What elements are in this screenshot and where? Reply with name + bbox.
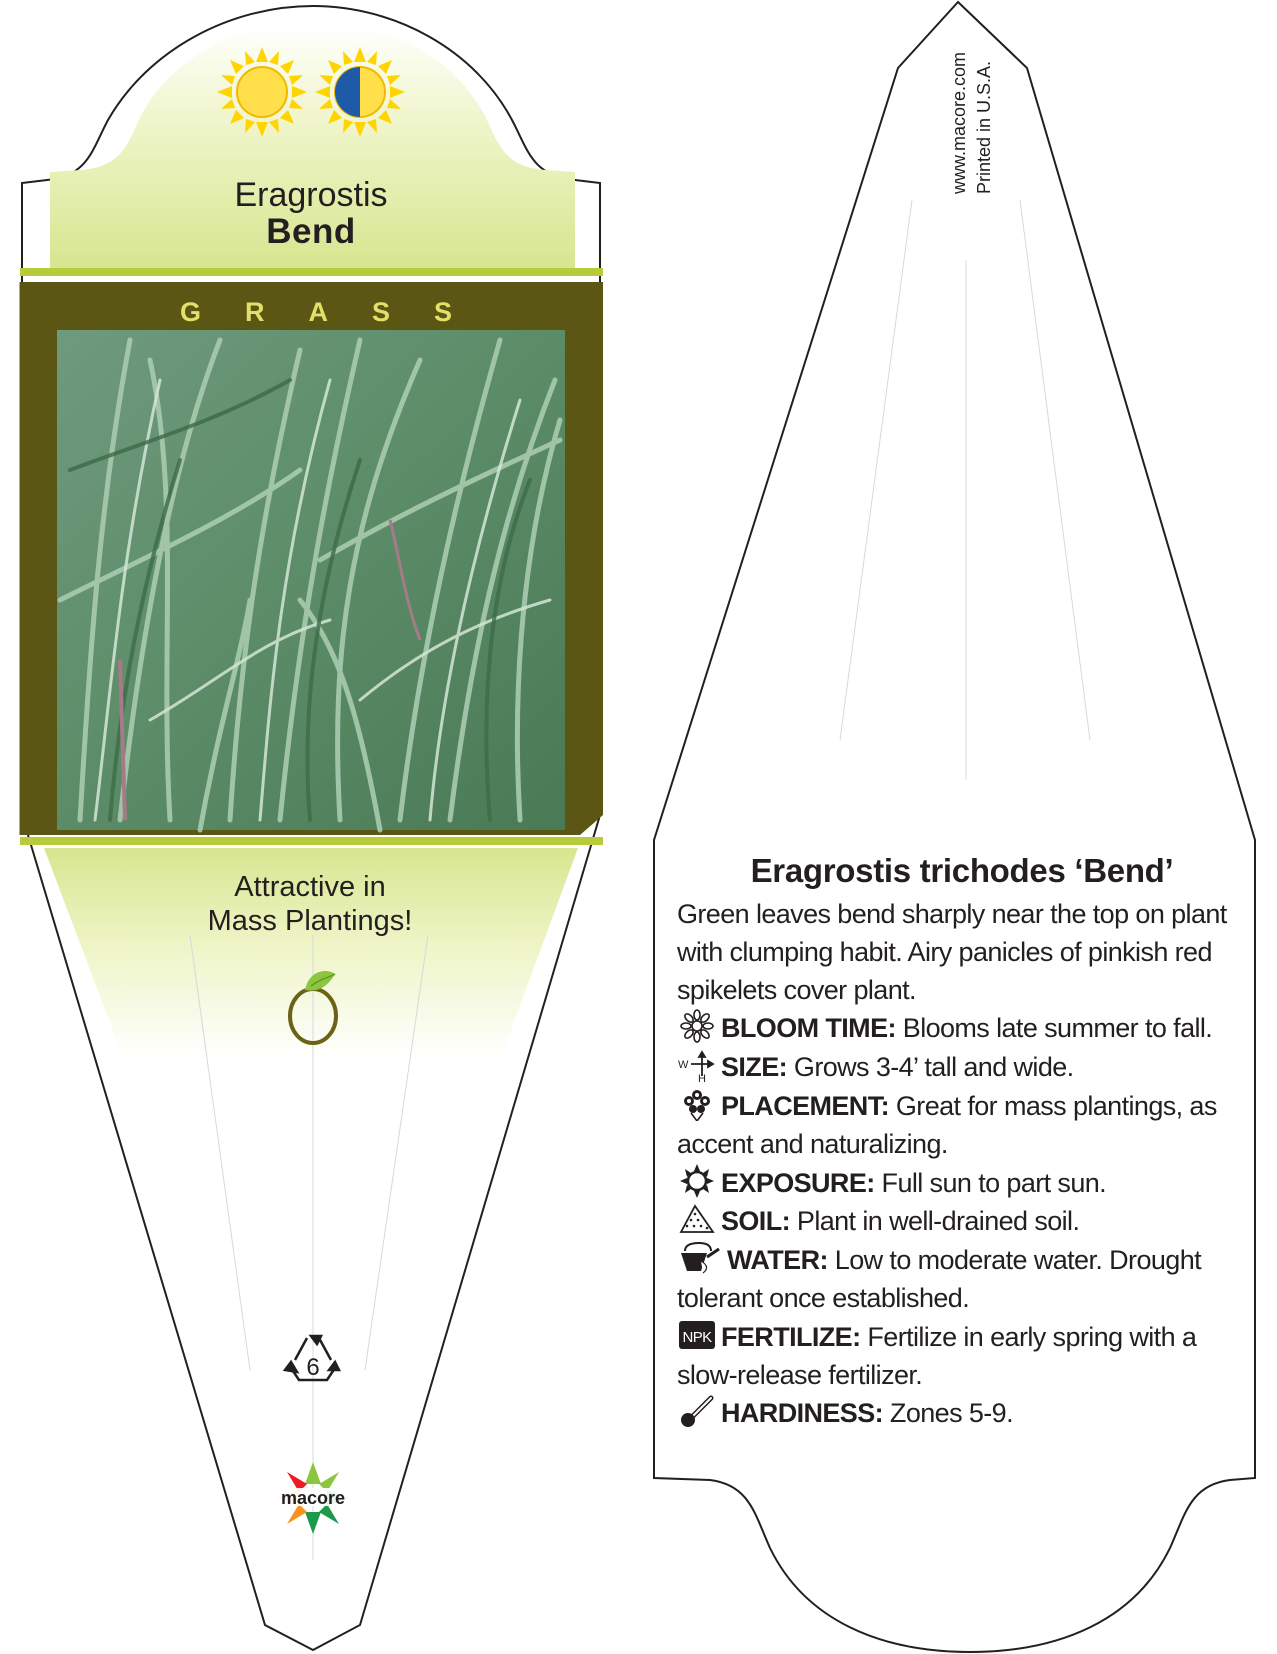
plant-title bbox=[161, 178, 461, 250]
attribute-exposure bbox=[677, 1164, 1247, 1203]
tagline-line: Attractive in bbox=[234, 871, 386, 903]
size-w-label: W bbox=[678, 1059, 688, 1072]
attribute-text: Plant in well-drained soil. bbox=[796, 1206, 1080, 1237]
sun-icon bbox=[677, 1164, 717, 1198]
attribute-size bbox=[677, 1048, 1247, 1087]
part-sun-icon bbox=[315, 47, 405, 137]
soil-icon bbox=[677, 1202, 717, 1236]
attribute-text: Fertilize in early spring with a slow-release fertilizer. bbox=[677, 1321, 1197, 1390]
variety-name: Bend bbox=[266, 211, 356, 251]
attribute-text: Grows 3-4’ tall and wide. bbox=[793, 1052, 1074, 1083]
npk-label: NPK bbox=[682, 1328, 712, 1346]
category-label bbox=[180, 297, 452, 329]
care-info bbox=[677, 852, 1247, 1433]
attribute-water bbox=[677, 1241, 1247, 1318]
category-letter: G bbox=[180, 297, 202, 327]
attribute-text: Blooms late summer to fall. bbox=[902, 1013, 1213, 1044]
attribute-placement bbox=[677, 1087, 1247, 1164]
category-letter: S bbox=[433, 297, 452, 327]
brand-name: macore bbox=[280, 1488, 346, 1508]
attribute-bloom-time bbox=[677, 1009, 1247, 1048]
watering-can-icon bbox=[677, 1241, 723, 1275]
attribute-label: SOIL: bbox=[721, 1206, 790, 1237]
size-arrows-icon bbox=[677, 1048, 717, 1082]
attribute-fertilize bbox=[677, 1318, 1247, 1395]
plant-photo bbox=[57, 330, 565, 830]
tagline bbox=[160, 870, 460, 938]
printed-info bbox=[935, 52, 995, 212]
attribute-label: HARDINESS: bbox=[721, 1398, 884, 1429]
plant-description: Green leaves bend sharply near the top on plant with clumping habit. Airy panicles of pinkish red spikelets cover plant. bbox=[677, 899, 1227, 1005]
botanical-name: Eragrostis trichodes ‘Bend’ bbox=[750, 852, 1174, 889]
flower-icon bbox=[677, 1009, 717, 1043]
attribute-text: Full sun to part sun. bbox=[881, 1167, 1107, 1198]
placement-flowers-icon bbox=[677, 1087, 717, 1121]
category-letter: S bbox=[371, 297, 390, 327]
thermometer-icon bbox=[677, 1394, 717, 1428]
recycle-number: 6 bbox=[306, 1354, 320, 1381]
attribute-label: EXPOSURE: bbox=[721, 1167, 875, 1198]
attribute-label: PLACEMENT: bbox=[721, 1090, 889, 1121]
attribute-text: Low to moderate water. Drought tolerant once established. bbox=[677, 1245, 1202, 1313]
attribute-label: SIZE: bbox=[721, 1052, 788, 1083]
common-name: Eragrostis bbox=[234, 176, 388, 214]
category-letter: R bbox=[245, 297, 265, 327]
npk-icon bbox=[677, 1318, 717, 1352]
category-letter: A bbox=[308, 297, 328, 327]
size-h-label: H bbox=[698, 1073, 706, 1083]
attribute-hardiness bbox=[677, 1394, 1247, 1433]
printed-location: Printed in U.S.A. bbox=[974, 60, 994, 195]
attribute-label: WATER: bbox=[727, 1245, 828, 1276]
attribute-label: FERTILIZE: bbox=[721, 1321, 861, 1352]
full-sun-icon bbox=[217, 47, 307, 137]
attribute-label: BLOOM TIME: bbox=[721, 1013, 896, 1044]
attribute-text: Zones 5-9. bbox=[889, 1398, 1013, 1429]
printed-url: www.macore.com bbox=[949, 52, 969, 195]
tagline-line: Mass Plantings! bbox=[207, 905, 413, 938]
attribute-text: Great for mass plantings, as accent and naturalizing. bbox=[677, 1090, 1217, 1159]
attribute-soil bbox=[677, 1202, 1247, 1241]
